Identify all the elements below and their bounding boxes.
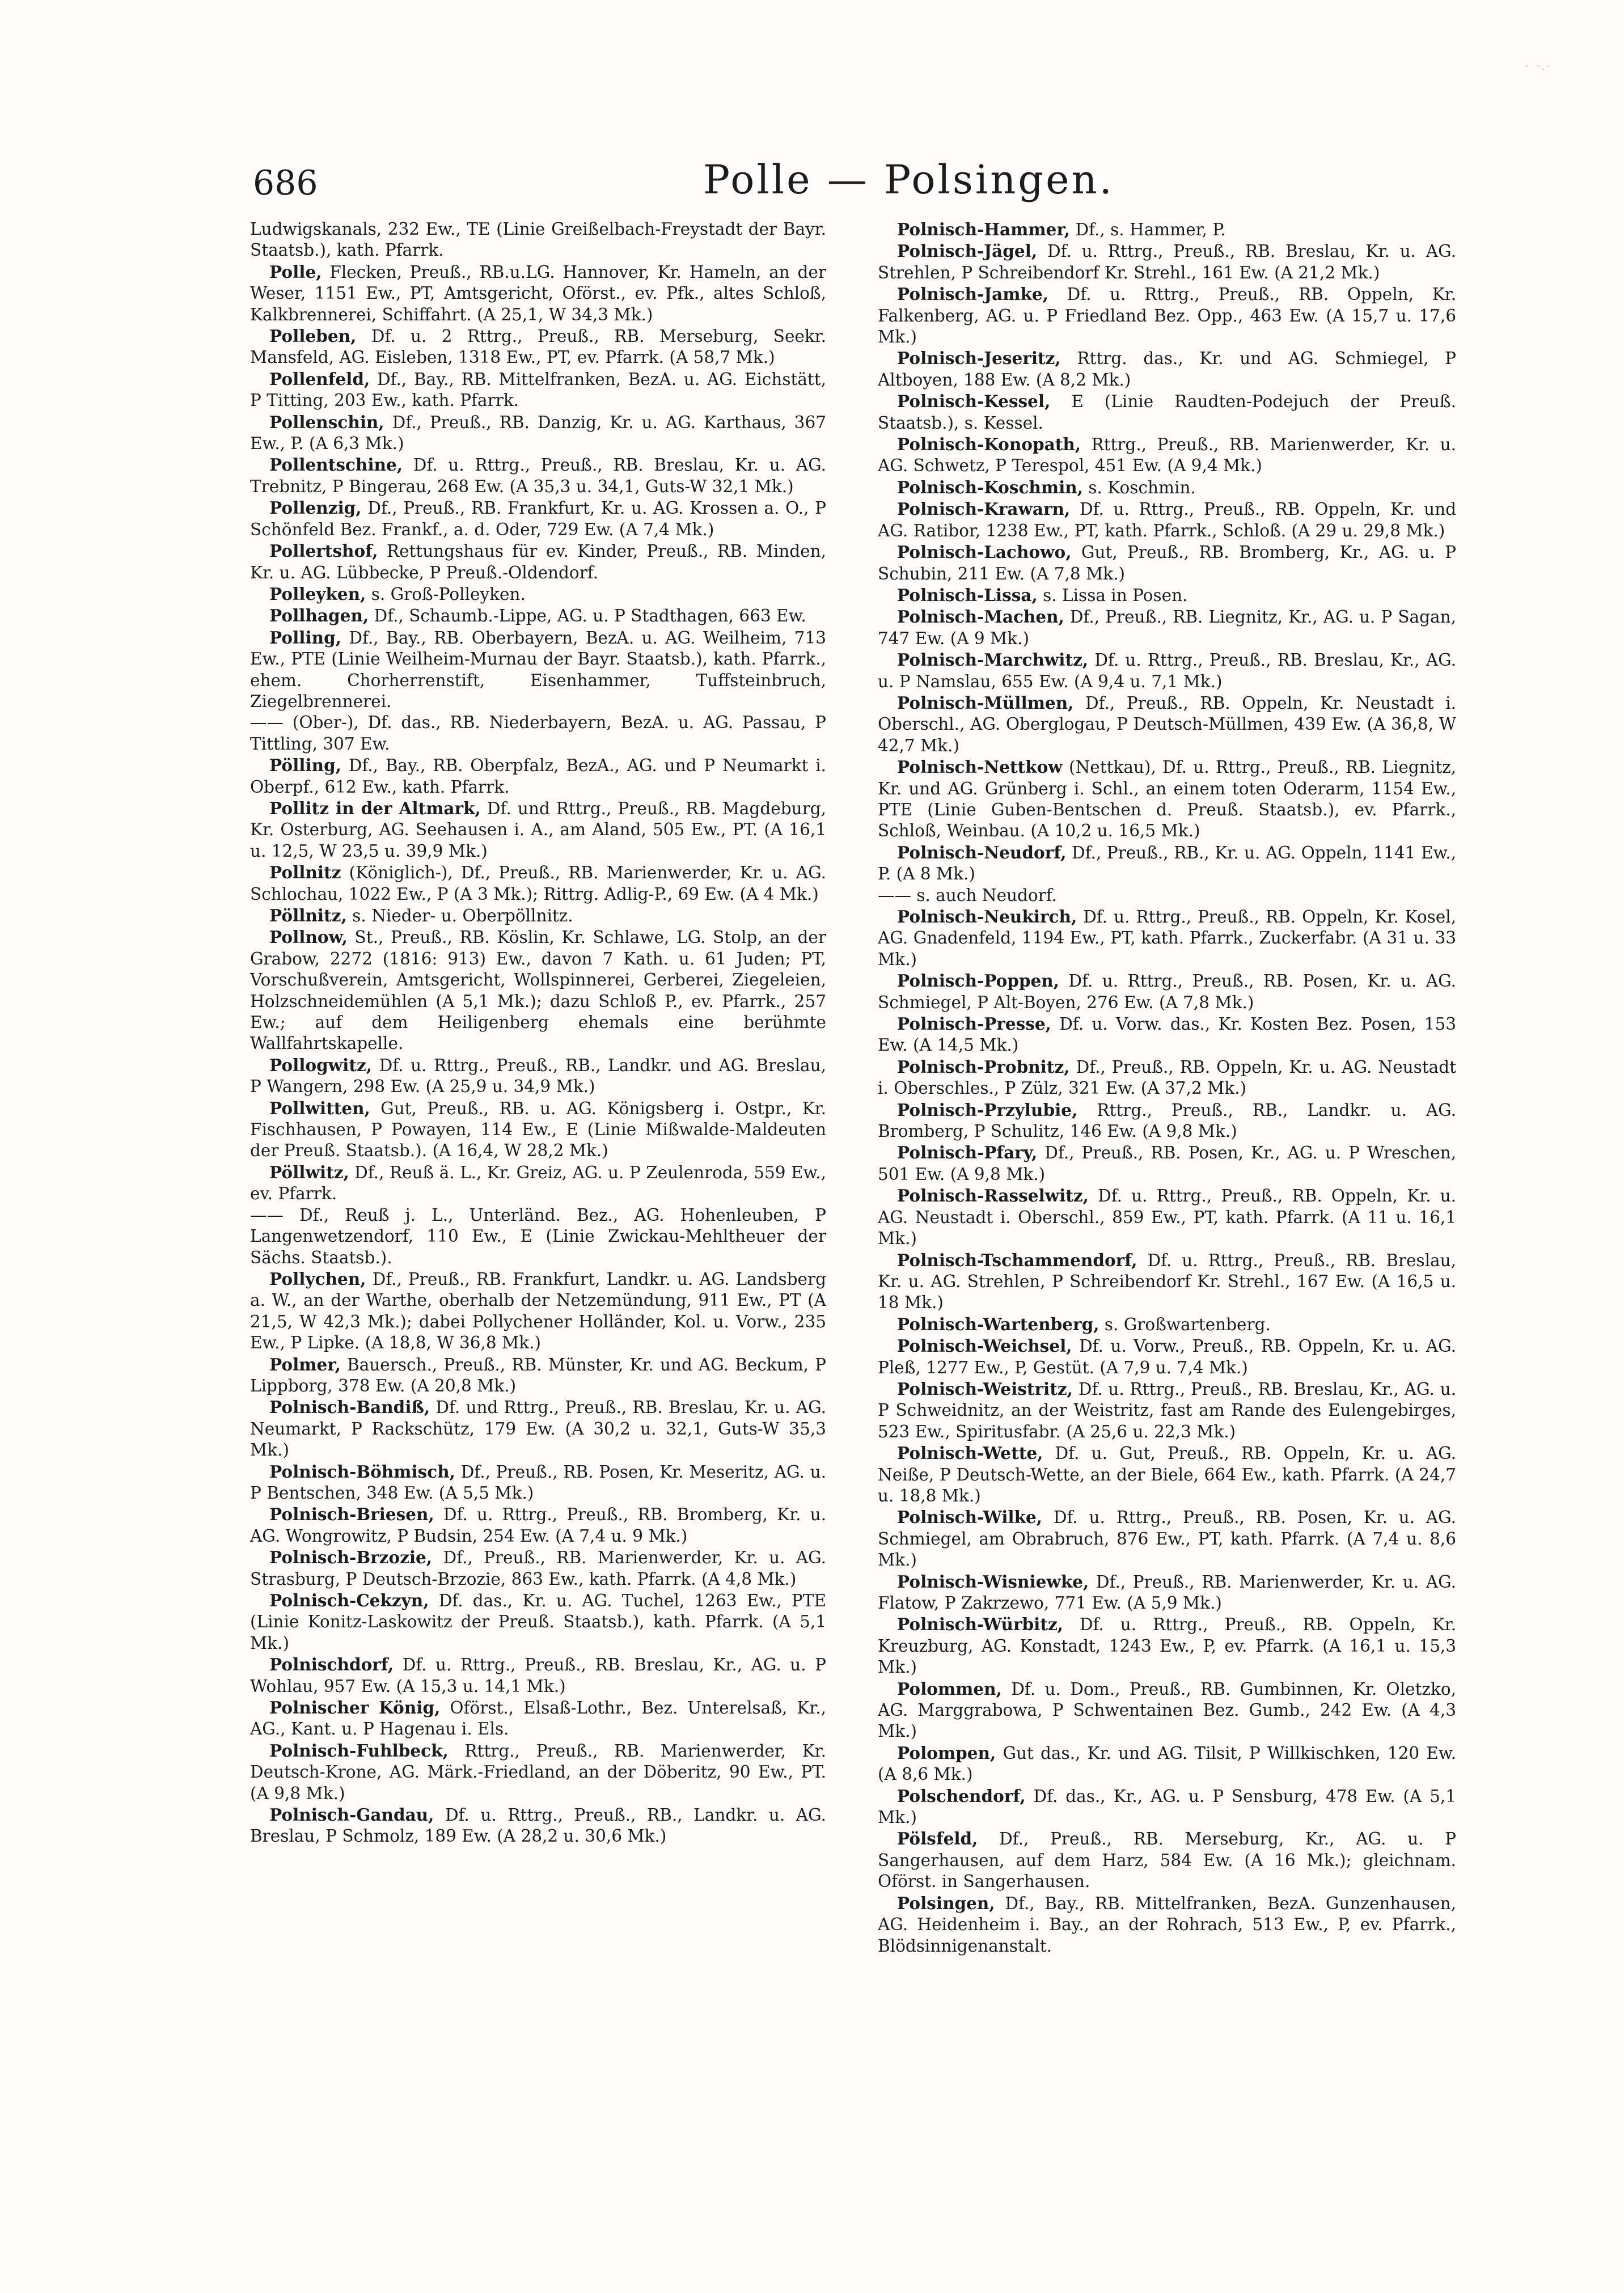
entry-text: Df. u. 2 Rttrg., Preuß., RB. Merseburg, Seekr. Mansfeld, AG. Eisleben, 1318 Ew., PT, ev. Pfarrk. (A 58,7 Mk.) [250,327,826,367]
gazetteer-entry [878,1056,1456,1099]
entry-headword: Polompen, [897,1742,996,1763]
entry-headword: Polschendorf, [897,1786,1026,1806]
entry-text: Df. u. Rttrg., Preuß., RB. Breslau, Kr. u. AG. Trebnitz, P Bingerau, 268 Ew. (A 35,3 u. 34,1, Guts-W 32,1 Mk.) [250,455,826,496]
entry-text: Df. u. Rttrg., Preuß., RB. Oppeln, Kr. Kreuzburg, AG. Konstadt, 1243 Ew., P, ev. Pfarrk. (A 16,1 u. 15,3 Mk.) [878,1615,1456,1677]
entry-headword: Polnisch-Bandiß, [269,1397,430,1418]
gazetteer-entry [878,1786,1456,1829]
gazetteer-entry [250,540,826,583]
gazetteer-entry [250,1205,826,1268]
entry-headword: Polnisch-Konopath, [897,434,1081,455]
entry-text: Df. u. Rttrg., Preuß., RB. Posen, Kr. u. AG. Schmiegel, P Alt-Boyen, 276 Ew. (A 7,8 Mk.) [878,971,1456,1012]
gazetteer-entry [250,583,826,605]
entry-headword: Polnisch-Lissa, [897,585,1038,605]
entry-headword: Polnischer König, [269,1698,441,1718]
gazetteer-entry [250,1804,826,1847]
gazetteer-entry [250,712,826,755]
entry-text: Ludwigskanals, 232 Ew., TE (Linie Greißelbach-Freystadt der Bayr. Staatsb.), kath. Pfarrk. [250,219,826,260]
gazetteer-entry [878,692,1456,756]
gazetteer-entry [878,1099,1456,1143]
entry-headword: Polling, [269,627,342,648]
gazetteer-entry [878,1571,1456,1614]
entry-headword: Polnisch-Jägel, [897,241,1038,261]
entry-text: Df., Preuß., RB. Frankfurt, Kr. u. AG. Krossen a. O., P Schönfeld Bez. Frankf., a. d. Oder, 729 Ew. (A 7,4 Mk.) [250,498,826,539]
gazetteer-entry [250,1162,826,1205]
entry-text: Df., Preuß., RB. Frankfurt, Landkr. u. AG. Landsberg a. W., an der Warthe, oberhalb der Netzemündung, 911 Ew., PT (A 21,5, W 42,3 Mk.); dabei Pollychener Holländer, Kol. u. Vorw., 235 Ew., P Lipke. (A 18,8, W 36,8 Mk.) [250,1269,826,1353]
entry-headword: Polnisch-Marchwitz, [897,650,1089,670]
entry-headword: Pollitz in der Altmark, [269,798,481,818]
entry-text: Rettungshaus für ev. Kinder, Preuß., RB. Minden, Kr. u. AG. Lübbecke, P Preuß.-Oldendorf. [250,541,826,582]
entry-headword: Polnisch-Cekzyn, [269,1590,429,1610]
entry-headword: Polnisch-Nettkow [897,757,1063,777]
gazetteer-entry [878,348,1456,391]
entry-headword: Pollnow, [269,927,348,947]
right-column [878,219,1456,1957]
gazetteer-entry [250,1697,826,1740]
entry-headword: Polnisch-Lachowo, [897,542,1072,562]
entry-text: Oförst., Elsaß-Lothr., Bez. Unterelsaß, Kr., AG., Kant. u. P Hagenau i. Els. [250,1698,826,1739]
gazetteer-entry [250,1055,826,1098]
gazetteer-entry [878,756,1456,842]
entry-headword: Polommen, [897,1678,1002,1699]
gazetteer-entry [878,1742,1456,1786]
gazetteer-entry [878,970,1456,1013]
entry-headword: Polnisch-Poppen, [897,971,1059,991]
gazetteer-entry [250,1268,826,1354]
entry-text: —— Df., Reuß j. L., Unterländ. Bez., AG. Hohenleuben, P Langenwetzendorf, 110 Ew., E (Linie Zwickau-Mehltheuer der Sächs. Staatsb.). [250,1205,826,1267]
entry-headword: Pollentschine, [269,455,403,475]
entry-text: Df., Preuß., RB. Liegnitz, Kr., AG. u. P Sagan, 747 Ew. (A 9 Mk.) [878,607,1456,648]
gazetteer-entry [250,497,826,540]
gazetteer-entry [878,1442,1456,1507]
entry-text: Rttrg., Preuß., RB., Landkr. u. AG. Bromberg, P Schulitz, 146 Ew. (A 9,8 Mk.) [878,1100,1456,1141]
gazetteer-entry [878,240,1456,284]
entry-text: Df. das., Kr. u. AG. Tuchel, 1263 Ew., PTE (Linie Konitz-Laskowitz der Preuß. Staatsb.), kath. Pfarrk. (A 5,1 Mk.) [250,1591,826,1653]
entry-headword: Pollhagen, [269,606,369,626]
gazetteer-entry [250,905,826,926]
gazetteer-entry [878,649,1456,692]
entry-headword: Polnisch-Böhmisch, [269,1461,455,1482]
entry-text: Gut das., Kr. und AG. Tilsit, P Willkischken, 120 Ew. (A 8,6 Mk.) [878,1743,1456,1784]
entry-headword: Polnisch-Przylubie, [897,1099,1078,1120]
entry-headword: Polnisch-Koschmin, [897,477,1084,497]
left-column [250,219,826,1847]
entry-headword: Polsingen, [897,1893,995,1913]
entry-text: (Königlich-), Df., Preuß., RB. Marienwerder, Kr. u. AG. Schlochau, 1022 Ew., P (A 3 Mk.); Rittrg. Adlig-P., 69 Ew. (A 4 Mk.) [250,863,826,904]
entry-text: Df., Reuß ä. L., Kr. Greiz, AG. u. P Zeulenroda, 559 Ew., ev. Pfarrk. [250,1162,826,1204]
entry-text: Df. das., Kr., AG. u. P Sensburg, 478 Ew. (A 5,1 Mk.) [878,1786,1456,1827]
entry-headword: Polnischdorf, [269,1655,394,1675]
entry-text: Flecken, Preuß., RB.u.LG. Hannover, Kr. Hameln, an der Weser, 1151 Ew., PT, Amtsgericht, Oförst., ev. Pfk., altes Schloß, Kalkbrennerei, Schiffahrt. (A 25,1, W 34,3 Mk.) [250,262,826,324]
entry-headword: Polnisch-Hammer, [897,219,1071,239]
entry-text: Df. u. Vorw., Preuß., RB. Oppeln, Kr. u. AG. Pleß, 1277 Ew., P, Gestüt. (A 7,9 u. 7,4 Mk.) [878,1336,1456,1377]
gazetteer-entry [250,1504,826,1547]
entry-text: —— (Ober-), Df. das., RB. Niederbayern, BezA. u. AG. Passau, P Tittling, 307 Ew. [250,713,826,754]
gazetteer-entry [250,1397,826,1461]
entry-headword: Pölling, [269,755,342,776]
entry-headword: Polnisch-Presse, [897,1014,1051,1034]
gazetteer-entry [250,862,826,905]
entry-text: Gut, Preuß., RB. Bromberg, Kr., AG. u. P Schubin, 211 Ew. (A 7,8 Mk.) [878,543,1456,583]
gazetteer-entry [878,477,1456,498]
entry-headword: Polnisch-Weichsel, [897,1336,1072,1356]
entry-headword: Pollogwitz, [269,1055,373,1075]
entry-headword: Pollenschin, [269,412,384,432]
entry-text: Df. u. Rttrg., Preuß., RB. Breslau, Kr., AG. u. P Wohlau, 957 Ew. (A 15,3 u. 14,1 Mk.) [250,1655,826,1696]
entry-text: E (Linie Raudten-Podejuch der Preuß. Staatsb.), s. Kessel. [878,392,1456,433]
gazetteer-entry [250,1547,826,1590]
entry-headword: Polnisch-Neudorf, [897,842,1067,862]
gazetteer-entry [250,261,826,325]
entry-headword: Polleyken, [269,583,366,604]
entry-text: Df., Preuß., RB. Marienwerder, Kr. u. AG. Flatow, P Zakrzewo, 771 Ew. (A 5,9 Mk.) [878,1572,1456,1613]
entry-text: Df. u. Rttrg., Preuß., RB. Posen, Kr. u. AG. Schmiegel, am Obrabruch, 876 Ew., PT, kath. Pfarrk. (A 7,4 u. 8,6 Mk.) [878,1508,1456,1570]
entry-text: Df. u. Rttrg., Preuß., RB. Bromberg, Kr. u. AG. Wongrowitz, P Budsin, 254 Ew. (A 7,4 u. 9 Mk.) [250,1505,826,1546]
entry-text: s. Koschmin. [1088,477,1196,497]
gazetteer-entry [878,906,1456,970]
gazetteer-entry [878,541,1456,585]
entry-headword: Polnisch-Brzozie, [269,1547,433,1568]
entry-headword: Polnisch-Weistritz, [897,1378,1073,1399]
gazetteer-entry [878,1250,1456,1314]
entry-headword: Pollnitz [269,862,341,883]
gazetteer-entry [878,219,1456,240]
gazetteer-entry [878,1378,1456,1442]
entry-headword: Polleben, [269,326,357,346]
gazetteer-entry [250,926,826,1054]
corner-mark: · ·.· [1525,59,1552,73]
gazetteer-entry [878,885,1456,906]
entry-text: Df., Preuß., RB. Merseburg, Kr., AG. u. P Sangerhausen, auf dem Harz, 584 Ew. (A 16 Mk.); gleichnam. Oförst. in Sangerhausen. [878,1829,1456,1892]
gazetteer-entry [250,1098,826,1162]
entry-text: Df., Bay., RB. Mittelfranken, BezA. Gunzenhausen, AG. Heidenheim i. Bay., an der Rohrach, 513 Ew., P, ev. Pfarrk., Blödsinnigenanstalt. [878,1893,1456,1956]
gazetteer-entry [250,627,826,713]
entry-headword: Polnisch-Wette, [897,1443,1043,1463]
entry-headword: Pöllwitz, [269,1162,349,1182]
entry-text: Df., Preuß., RB. Marienwerder, Kr. u. AG. Strasburg, P Deutsch-Brzozie, 863 Ew., kath. Pfarrk. (A 4,8 Mk.) [250,1548,826,1589]
entry-text: Df. u. Rttrg., Preuß., RB., Landkr. und AG. Breslau, P Wangern, 298 Ew. (A 25,9 u. 34,9 Mk.) [250,1055,826,1097]
entry-text: Gut, Preuß., RB. u. AG. Königsberg i. Ostpr., Kr. Fischhausen, P Powayen, 114 Ew., E (Linie Mißwalde-Maldeuten der Preuß. Staatsb.). (A 16,4, W 28,2 Mk.) [250,1098,826,1161]
gazetteer-entry [878,1013,1456,1056]
gazetteer-entry [250,798,826,862]
entry-headword: Polnisch-Wilke, [897,1507,1043,1528]
entry-headword: Polnisch-Rasselwitz, [897,1186,1089,1206]
entry-text: Rttrg., Preuß., RB. Marienwerder, Kr. Deutsch-Krone, AG. Märk.-Friedland, an der Döberitz, 90 Ew., PT. (A 9,8 Mk.) [250,1741,826,1803]
entry-headword: Pölsfeld, [897,1829,978,1849]
gazetteer-entry [878,498,1456,541]
entry-text: Df., Bay., RB. Mittelfranken, BezA. u. AG. Eichstätt, P Titting, 203 Ew., kath. Pfarrk. [250,369,826,411]
entry-headword: Polnisch-Wisniewke, [897,1571,1089,1592]
gazetteer-entry [250,454,826,497]
entry-headword: Pollychen, [269,1268,366,1289]
gazetteer-entry [250,369,826,412]
entry-headword: Pollertshof, [269,541,378,561]
gazetteer-entry [878,391,1456,434]
entry-text: s. Nieder- u. Oberpöllnitz. [352,906,573,925]
entry-headword: Pollenzig, [269,498,362,518]
gazetteer-entry [878,842,1456,885]
entry-text: Df., Preuß., RB. Oppeln, Kr. Neustadt i. Oberschl., AG. Oberglogau, P Deutsch-Müllmen, 439 Ew. (A 36,8, W 42,7 Mk.) [878,693,1456,755]
entry-text: Df., Preuß., RB. Posen, Kr. Meseritz, AG. u. P Bentschen, 348 Ew. (A 5,5 Mk.) [250,1462,826,1503]
entry-text: Df., Preuß., RB. Oppeln, Kr. u. AG. Neustadt i. Oberschles., P Zülz, 321 Ew. (A 37,2 Mk.) [878,1057,1456,1098]
entry-text: Df. u. Rttrg., Preuß., RB. Breslau, Kr. u. AG. Strehlen, P Schreibendorf Kr. Strehl., 167 Ew. (A 16,5 u. 18 Mk.) [878,1250,1456,1313]
gazetteer-entry [250,1590,826,1654]
entry-text: s. Groß-Polleyken. [371,584,526,604]
running-head: Polle — Polsingen. [703,156,1114,203]
entry-headword: Polnisch-Jamke, [897,284,1048,304]
entry-text: Df. u. Rttrg., Preuß., RB., Landkr. u. AG. Breslau, P Schmolz, 189 Ew. (A 28,2 u. 30,6 Mk.) [250,1805,826,1846]
page-number: 686 [253,163,318,203]
entry-text: Rttrg., Preuß., RB. Marienwerder, Kr. u. AG. Schwetz, P Terespol, 451 Ew. (A 9,4 Mk.) [878,435,1456,476]
gazetteer-entry [250,1740,826,1804]
entry-text: Df., Preuß., RB., Kr. u. AG. Oppeln, 1141 Ew., P. (A 8 Mk.) [878,843,1456,884]
gazetteer-entry [878,1314,1456,1335]
gazetteer-entry [878,1893,1456,1957]
entry-text: Df., s. Hammer, P. [1075,220,1226,239]
entry-text: Df. u. Rttrg., Preuß., RB. Oppeln, Kr. u. AG. Neustadt i. Oberschl., 859 Ew., PT, kath. Pfarrk. (A 11 u. 16,1 Mk.) [878,1186,1456,1249]
entry-headword: Polnisch-Gandau, [269,1805,434,1825]
entry-headword: Polnisch-Fuhlbeck, [269,1740,449,1761]
entry-text: Df. u. Rttrg., Preuß., RB. Oppeln, Kr. und AG. Ratibor, 1238 Ew., PT, kath. Pfarrk., Schloß. (A 29 u. 29,8 Mk.) [878,500,1456,540]
entry-headword: Polnisch-Kessel, [897,391,1051,412]
entry-headword: Pöllnitz, [269,906,347,925]
entry-headword: Polnisch-Briesen, [269,1504,434,1525]
entry-headword: Polnisch-Machen, [897,607,1064,627]
gazetteer-entry [250,1354,826,1397]
entry-headword: Polnisch-Probnitz, [897,1056,1070,1077]
entry-headword: Polnisch-Jeseritz, [897,348,1061,369]
entry-text: Bauersch., Preuß., RB. Münster, Kr. und AG. Beckum, P Lippborg, 378 Ew. (A 20,8 Mk.) [250,1355,826,1395]
entry-text: —— s. auch Neudorf. [878,885,1058,905]
entry-headword: Pollenfeld, [269,369,370,389]
entry-text: Df. u. Rttrg., Preuß., RB. Oppeln, Kr. Kosel, AG. Gnadenfeld, 1194 Ew., PT, kath. Pfarrk., Zuckerfabr. (A 31 u. 33 Mk.) [878,907,1457,969]
gazetteer-entry [250,325,826,369]
gazetteer-entry [878,1828,1456,1892]
entry-text: Df., Bay., RB. Oberpfalz, BezA., AG. und P Neumarkt i. Oberpf., 612 Ew., kath. Pfarrk. [250,756,826,797]
entry-headword: Polnisch-Tschammendorf, [897,1250,1137,1270]
gazetteer-entry [878,606,1456,649]
entry-headword: Polnisch-Wartenberg, [897,1314,1099,1334]
entry-headword: Polnisch-Neukirch, [897,907,1077,926]
entry-headword: Pollwitten, [269,1098,370,1118]
gazetteer-entry [878,1614,1456,1678]
gazetteer-entry [878,1185,1456,1249]
gazetteer-entry [878,1142,1456,1185]
entry-text: Df. u. Vorw. das., Kr. Kosten Bez. Posen, 153 Ew. (A 14,5 Mk.) [878,1014,1456,1055]
entry-text: Df., Bay., RB. Oberbayern, BezA. u. AG. Weilheim, 713 Ew., PTE (Linie Weilheim-Murnau der Bayr. Staatsb.), kath. Pfarrk., ehem. Chorherrenstift, Eisenhammer, Tuffsteinbruch, Ziegelbrennerei. [250,628,826,711]
gazetteer-entry [250,1461,826,1504]
entry-text: Df. u. Rttrg., Preuß., RB. Breslau, Kr. u. AG. Strehlen, P Schreibendorf Kr. Strehl., 161 Ew. (A 21,2 Mk.) [878,242,1456,282]
gazetteer-entry [878,585,1456,606]
entry-headword: Polnisch-Würbitz, [897,1614,1063,1635]
entry-text: Df. u. Rttrg., Preuß., RB. Breslau, Kr., AG. u. P Namslau, 655 Ew. (A 9,4 u. 7,1 Mk.) [878,650,1456,691]
entry-text: (Nettkau), Df. u. Rttrg., Preuß., RB. Liegnitz, Kr. und AG. Grünberg i. Schl., an einem toten Oderarm, 1154 Ew., PTE (Linie Guben-Bentschen d. Preuß. Staatsb.), ev. Pfarrk., Schloß, Weinbau. (A 10,2 u. 16,5 Mk.) [878,758,1456,841]
gazetteer-entry [250,412,826,455]
entry-text: Df. u. Gut, Preuß., RB. Oppeln, Kr. u. AG. Neiße, P Deutsch-Wette, an der Biele, 664 Ew., kath. Pfarrk. (A 24,7 u. 18,8 Mk.) [878,1444,1456,1505]
entry-text: Df. u. Rttrg., Preuß., RB. Oppeln, Kr. Falkenberg, AG. u. P Friedland Bez. Opp., 463 Ew. (A 15,7 u. 17,6 Mk.) [878,285,1456,347]
gazetteer-entry [250,1654,826,1697]
entry-text: Df. u. Dom., Preuß., RB. Gumbinnen, Kr. Oletzko, AG. Marggrabowa, P Schwentainen Bez. Gumb., 242 Ew. (A 4,3 Mk.) [878,1679,1456,1741]
entry-text: s. Großwartenberg. [1104,1314,1271,1334]
gazetteer-entry [250,219,826,261]
gazetteer-entry [250,755,826,798]
entry-text: Df., Preuß., RB. Danzig, Kr. u. AG. Karthaus, 367 Ew., P. (A 6,3 Mk.) [250,412,826,454]
entry-text: St., Preuß., RB. Köslin, Kr. Schlawe, LG. Stolp, an der Grabow, 2272 (1816: 913) Ew., davon 7 Kath. u. 61 Juden; PT, Vorschußverein, Amtsgericht, Wollspinnerei, Gerberei, Ziegeleien, Holzschneidemühlen (A 5,1 Mk.); dazu Schloß P., ev. Pfarrk., 257 Ew.; auf dem Heiligenberg ehemals eine berühmte Wallfahrtskapelle. [250,928,826,1054]
gazetteer-entry [878,434,1456,477]
entry-headword: Polnisch-Müllmen, [897,692,1074,713]
gazetteer-entry [878,1678,1456,1742]
entry-text: Df. und Rttrg., Preuß., RB. Breslau, Kr. u. AG. Neumarkt, P Rackschütz, 179 Ew. (A 30,2 u. 32,1, Guts-W 35,3 Mk.) [250,1398,826,1460]
entry-text: s. Lissa in Posen. [1043,585,1188,605]
gazetteer-entry [250,605,826,627]
entry-text: Df. und Rttrg., Preuß., RB. Magdeburg, Kr. Osterburg, AG. Seehausen i. A., am Aland, 505 Ew., PT. (A 16,1 u. 12,5, W 23,5 u. 39,9 Mk.) [250,798,826,861]
gazetteer-entry [878,1335,1456,1378]
entry-text: Df., Preuß., RB. Posen, Kr., AG. u. P Wreschen, 501 Ew. (A 9,8 Mk.) [878,1143,1456,1184]
entry-headword: Polnisch-Krawarn, [897,499,1071,519]
entry-text: Df., Schaumb.-Lippe, AG. u. P Stadthagen, 663 Ew. [374,606,806,626]
entry-headword: Polle, [269,261,322,282]
entry-headword: Polmer, [269,1354,341,1374]
entry-headword: Polnisch-Pfary, [897,1143,1038,1163]
entry-text: Df. u. Rttrg., Preuß., RB. Breslau, Kr., AG. u. P Schweidnitz, an der Weistritz, fast am Rande des Eulengebirges, 523 Ew., Spiritusfabr. (A 25,6 u. 22,3 Mk.) [878,1379,1456,1441]
entry-text: Rttrg. das., Kr. und AG. Schmiegel, P Altboyen, 188 Ew. (A 8,2 Mk.) [878,349,1456,390]
gazetteer-entry [878,284,1456,348]
gazetteer-entry [878,1507,1456,1571]
